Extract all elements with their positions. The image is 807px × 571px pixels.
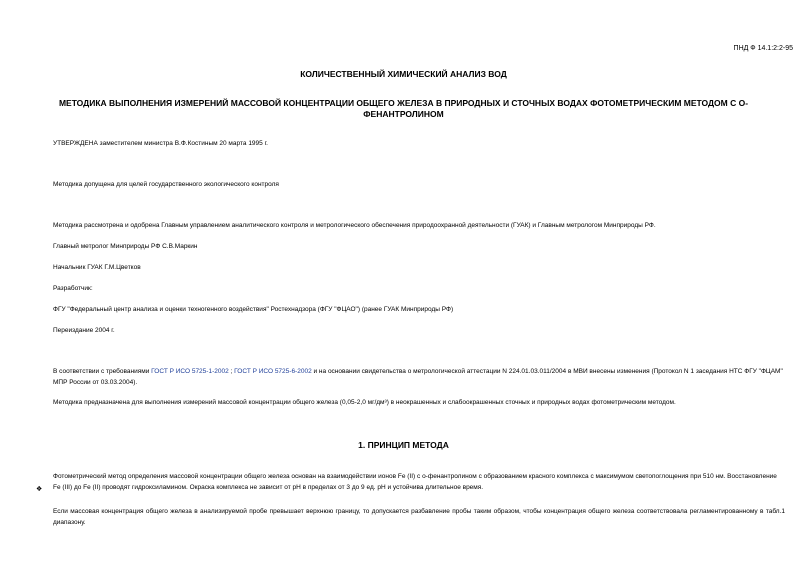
compliance-pre: В соответствии с требованиями xyxy=(53,368,152,375)
gost-link-1[interactable]: ГОСТ Р ИСО 5725-1-2002 xyxy=(151,368,229,375)
reissue-text: Переиздание 2004 г. xyxy=(53,327,115,334)
reviewed-text: Методика рассмотрена и одобрена Главным управлением аналитического контроля и метрологического обеспечения природоохранной деятельности (ГУАК) и Главным метрологом Минприроды РФ. xyxy=(53,222,656,229)
document-title: КОЛИЧЕСТВЕННЫЙ ХИМИЧЕСКИЙ АНАЛИЗ ВОД xyxy=(300,69,507,79)
document-code: ПНД Ф 14.1:2:2-95 xyxy=(733,45,793,52)
compliance-paragraph xyxy=(53,366,785,388)
head-text: Начальник ГУАК Г.М.Цветков xyxy=(53,264,141,271)
purpose-text: Методика предназначена для выполнения измерений массовой концентрации общего железа (0,05-2,0 мг/дм³) в неокрашенных и слабоокрашенных сточных и природных водах фотометрическим методом. xyxy=(53,399,676,406)
compliance-post: и на основании свидетельства о метрологической аттестации N 224.01.03.011/2004 в МВИ внесены изменения (Протокол N 1 заседания НТС ФГУ "ФЦАМ" МПР России от 03.03.2004). xyxy=(53,368,783,386)
section-heading: 1. ПРИНЦИП МЕТОДА xyxy=(358,440,449,450)
developer-label: Разработчик: xyxy=(53,285,93,292)
developer-text: ФГУ "Федеральный центр анализа и оценки техногенного воздействия" Ростехнадзора (ФГУ "ФЦАО") (ранее ГУАК Минприроды РФ) xyxy=(53,306,454,313)
metrologist-text: Главный метролог Минприроды РФ С.В.Маркин xyxy=(53,243,198,250)
principle-text: Фотометрический метод определения массовой концентрации общего железа основан на взаимодействии ионов Fe (II) с о-фенантролином с образованием красного комплекса с максимумом светопоглощения при 510 нм. Восстановление Fe (III) до Fe (II) проводят гидроксиламином. Окраска комплекса не зависит от pH в пределах от 3 до 9 ед. pH и устойчива длительное время. xyxy=(53,473,777,491)
document-subtitle: МЕТОДИКА ВЫПОЛНЕНИЯ ИЗМЕРЕНИЙ МАССОВОЙ КОНЦЕНТРАЦИИ ОБЩЕГО ЖЕЛЕЗА В ПРИРОДНЫХ И СТОЧНЫХ ВОДАХ ФОТОМЕТРИЧЕСКИМ МЕТОДОМ С О-ФЕНАНТРОЛИНОМ xyxy=(58,98,749,119)
gost-link-2[interactable]: ГОСТ Р ИСО 5725-6-2002 xyxy=(234,368,312,375)
allowed-text: Методика допущена для целей государственного экологического контроля xyxy=(53,181,279,188)
approved-text: УТВЕРЖДЕНА заместителем министра В.Ф.Костиным 20 марта 1995 г. xyxy=(53,140,268,147)
compliance-mid: ; xyxy=(228,368,235,375)
dilution-text: Если массовая концентрация общего железа в анализируемой пробе превышает верхнюю границу, то допускается разбавление пробы таким образом, чтобы концентрация общего железа соответствовала регламентированному в табл.1 диапазону. xyxy=(53,508,785,526)
bullet-icon: ❖ xyxy=(36,486,43,493)
